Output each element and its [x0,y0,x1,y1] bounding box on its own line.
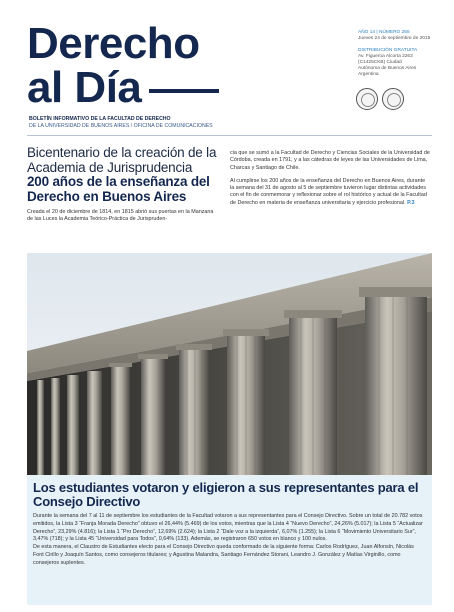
lead-kicker: Bicentenario de la creación de la Academia de Jurisprudencia [27,145,217,175]
issue-meta [358,30,448,78]
page-reference[interactable]: P.3 [407,199,415,206]
address-line-1: Av. Figueroa Alcorta 2263 [358,54,413,59]
elections-article [27,475,432,605]
lead-para-1: cia que se sumó a la Facultad de Derecho y Ciencias Sociales de la Universidad de Córdoba, creada en 1791, y a las cátedras de leyes de las Universidades de Lima, Charcas y Santiago de Chile. [230,150,430,171]
logo-line-2-wrap [27,63,219,112]
elections-para-1: Durante la semana del 7 al 11 de septiembre los estudiantes de la Facultad votaron a sus representantes para el Consejo Directivo. Sobre un total de 20.782 votos emitidos, la Lista 3 “Franja Morada Derecho” obtuvo el 26,44% (5.469) de los votos, mientras que la Lista 4 “Nuevo Derecho”, 24,26% (5.017); la Lista 5 “Actualizar Derecho”, 23,29% (4.816); la Lista 1 “Pro Derecho”, 12,69% (2.624); la Lista 2 “Dale voz a la izquierda”, 6,07% (1.255); la Lista 6 “Movimiento Universitario Sur”, 3,47% (718); y la Lista 45 “Universidad para Todos”, 0,64% (133). Además, se registraron 650 votos en blanco y 100 nulos. [33,513,423,543]
tagline-bold: BOLETÍN INFORMATIVO DE LA FACULTAD DE DERECHO [29,116,171,122]
elections-headline: Los estudiantes votaron y eligieron a sus representantes para el Consejo Directivo [33,480,419,509]
elections-para-2: De esta manera, el Claustro de Estudiantes electo para el Consejo Directivo queda conformado de la siguiente forma: Carlos Rodríguez, Juan Alfonsín, Nicolás Font Cirillo y Joaquín Santos, como consejeros titulares; y Agustina Malandra, Santiago Fernández Storani, Leandro J. González y Matías Virginillo, como consejeros suplentes. [33,544,414,566]
masthead [0,0,454,140]
lead-article-continued [230,150,430,207]
address-line-4: Argentina [358,72,379,77]
masthead-divider [27,135,432,136]
address-line-3: Autónoma de Buenos Aires [358,66,417,71]
seals [356,88,404,110]
lead-body: Creada el 20 de diciembre de 1814, en 1815 abrió sus puertas en la Manzana de las Luces la Academia Teórico-Práctica de Jurispruden- [27,209,214,223]
logo [27,19,219,112]
tagline-normal: DE LA UNIVERSIDAD DE BUENOS AIRES / OFICINA DE COMUNICACIONES [29,123,213,129]
logo-dash [149,89,219,93]
columns-illustration [27,253,432,475]
logo-line-2: al Día [27,63,142,112]
lead-headline: 200 años de la enseñanza del Derecho en Buenos Aires [27,174,210,204]
uba-seal-icon [356,88,378,110]
address-line-2: (C1425CKB) Ciudad [358,60,402,65]
logo-line-1: Derecho [27,19,200,68]
lead-para-2-text: Al cumplirse los 200 años de la enseñanza del Derecho en Buenos Aires, durante la semana del 31 de agosto al 5 de septiembre tuvieron lugar distintas actividades con el fin de conmemorar y reflexionar sobre el rol histórico y actual de la Facultad de Derecho en materia de enseñanza universitaria y ejercicio profesional. [230,177,427,206]
cover-photo-columns [27,253,432,475]
tagline [29,116,213,130]
issue-number: AÑO 14 | NÚMERO 255 [358,30,410,35]
distribution-label: DISTRIBUCIÓN GRATUITA [358,48,418,53]
issue-date: Jueves 24 de septiembre de 2015 [358,36,431,41]
lead-article [27,146,219,224]
facultad-seal-icon [382,88,404,110]
lead-para-2 [230,178,430,207]
